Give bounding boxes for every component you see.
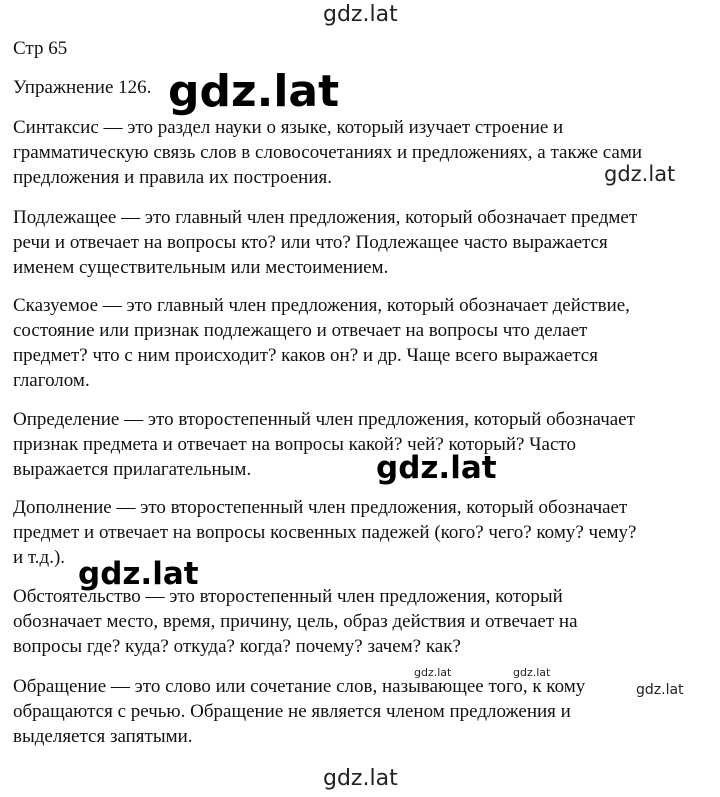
paragraph-predicate-line: предмет? что с ним происходит? каков он? и др. Чаще всего выражается bbox=[13, 345, 598, 366]
paragraph-address-line: обращаются с речью. Обращение не является членом предложения и bbox=[13, 701, 571, 722]
paragraph-predicate-line: состояние или признак подлежащего и отвечает на вопросы что делает bbox=[13, 320, 588, 341]
paragraph-adverbial-line: вопросы где? куда? откуда? когда? почему? зачем? как? bbox=[13, 636, 461, 657]
paragraph-attribute-line: признак предмета и отвечает на вопросы какой? чей? который? Часто bbox=[13, 434, 576, 455]
paragraph-attribute-line: Определение — это второстепенный член предложения, который обозначает bbox=[13, 409, 635, 430]
watermark-medium: gdz.lat bbox=[604, 162, 676, 186]
paragraph-subject-line: речи и отвечает на вопросы кто? или что? Подлежащее часто выражается bbox=[13, 232, 608, 253]
paragraph-predicate-line: Сказуемое — это главный член предложения, который обозначает действие, bbox=[13, 295, 630, 316]
watermark-footer: gdz.lat bbox=[323, 766, 398, 791]
paragraph-syntax-line: Синтаксис — это раздел науки о языке, который изучает строение и bbox=[13, 117, 564, 138]
paragraph-object-line: и т.д.). bbox=[13, 547, 66, 568]
paragraph-predicate-line: глаголом. bbox=[13, 370, 90, 391]
paragraph-adverbial-line: Обстоятельство — это второстепенный член предложения, который bbox=[13, 586, 563, 607]
watermark-small: gdz.lat bbox=[636, 682, 684, 698]
watermark-large: gdz.lat bbox=[376, 450, 497, 486]
paragraph-syntax-line: грамматическую связь слов в словосочетаниях и предложениях, а также сами bbox=[13, 142, 643, 163]
paragraph-address-line: Обращение — это слово или сочетание слов, называющее того, к кому bbox=[13, 676, 586, 697]
watermark-small: gdz.lat bbox=[414, 666, 452, 679]
paragraph-object-line: Дополнение — это второстепенный член предложения, который обозначает bbox=[13, 497, 628, 518]
paragraph-object-line: предмет и отвечает на вопросы косвенных падежей (кого? чего? кому? чему? bbox=[13, 522, 637, 543]
watermark-header: gdz.lat bbox=[323, 2, 398, 27]
paragraph-attribute-line: выражается прилагательным. bbox=[13, 459, 252, 480]
paragraph-address-line: выделяется запятыми. bbox=[13, 726, 193, 747]
watermark-large: gdz.lat bbox=[78, 556, 199, 592]
paragraph-syntax-line: предложения и правила их построения. bbox=[13, 167, 333, 188]
watermark-large: gdz.lat bbox=[168, 66, 340, 117]
paragraph-adverbial-line: обозначает место, время, причину, цель, образ действия и отвечает на bbox=[13, 611, 578, 632]
exercise-label: Упражнение 126. bbox=[13, 77, 152, 98]
page-label: Стр 65 bbox=[13, 38, 68, 59]
paragraph-subject-line: именем существительным или местоимением. bbox=[13, 257, 389, 278]
watermark-small: gdz.lat bbox=[513, 666, 551, 679]
paragraph-subject-line: Подлежащее — это главный член предложения, который обозначает предмет bbox=[13, 207, 638, 228]
